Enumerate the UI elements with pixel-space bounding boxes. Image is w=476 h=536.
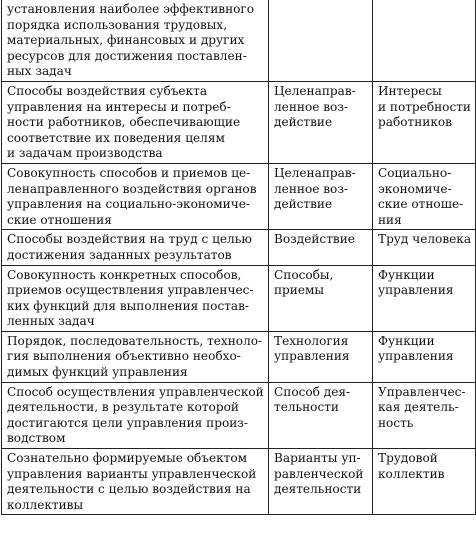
table-row [2, 230, 476, 265]
definition-cell [2, 331, 269, 382]
object-text: Функции управления [378, 267, 454, 298]
definition-cell [2, 163, 269, 229]
definitions-table [1, 0, 476, 515]
definition-cell [2, 0, 269, 81]
definition-cell [2, 265, 269, 331]
means-text: Варианты уп- равленческой деятельности [274, 451, 364, 497]
object-text: Интересы и потребности работников [378, 83, 471, 130]
table-row [2, 449, 476, 515]
object-cell [373, 449, 476, 515]
means-cell [269, 230, 373, 265]
means-cell [269, 81, 373, 163]
means-text: Целенаправ- ленное воз- действие [274, 165, 356, 212]
means-cell [269, 265, 373, 331]
definition-text: Сознательно формируемые объектом управления варианты управленческой деятельности с целью воздействия на коллективы [7, 451, 257, 512]
object-cell [373, 230, 476, 265]
definition-cell [2, 449, 269, 515]
definition-text: Совокупность конкретных способов, приемов осуществления управленчес- ких функций для выполнения постав- ленных задач [7, 267, 254, 329]
object-cell [373, 265, 476, 331]
definition-text: Способы воздействия субъекта управления на интересы и потреб- ности работников, обеспечивающие соответствие их поведения целям и задачам производства [7, 83, 241, 161]
means-text: Способы, приемы [274, 267, 334, 298]
object-cell [373, 382, 476, 448]
object-text: Управленчес- кая деятель- ность [378, 384, 466, 430]
definition-cell [2, 382, 269, 448]
object-cell [373, 163, 476, 229]
table-row [2, 81, 476, 163]
table-row [2, 163, 476, 229]
object-cell [373, 331, 476, 382]
table-row [2, 0, 476, 81]
object-text: Труд человека [378, 232, 472, 247]
definition-text: установления наиболее эффективного порядка использования трудовых, материальных, финансовых и других ресурсов для достижения поставлен- ных задач [7, 2, 255, 79]
table-row [2, 265, 476, 331]
definition-cell [2, 81, 269, 163]
means-cell [269, 449, 373, 515]
definition-text: Способ осуществления управленческой деятельности, в результате которой достигаются цели управления произ- водством [7, 384, 264, 446]
means-cell [269, 0, 373, 81]
means-text: Воздействие [274, 232, 355, 247]
definition-text: Порядок, последовательность, техноло- гия выполнения объективно необхо- димых функций управления [7, 333, 263, 380]
table-row [2, 331, 476, 382]
means-cell [269, 382, 373, 448]
object-text: Социально- экономиче- ские отноше- ния [378, 165, 464, 227]
means-text: Целенаправ- ленное воз- действие [274, 83, 356, 130]
means-text: Технология управления [274, 333, 350, 364]
object-text: Функции управления [378, 333, 454, 364]
object-text: Трудовой коллектив [378, 451, 445, 481]
definition-cell [2, 230, 269, 265]
means-text: Способ дея- тельности [274, 384, 351, 415]
means-cell [269, 163, 373, 229]
means-cell [269, 331, 373, 382]
object-cell [373, 0, 476, 81]
definition-text: Совокупность способов и приемов це- ленаправленного воздействия органов управления на социально-экономиче- ские отношения [7, 165, 257, 227]
table-row [2, 382, 476, 448]
object-cell [373, 81, 476, 163]
definition-text: Способы воздействия на труд с целью достижения заданных результатов [7, 232, 252, 262]
